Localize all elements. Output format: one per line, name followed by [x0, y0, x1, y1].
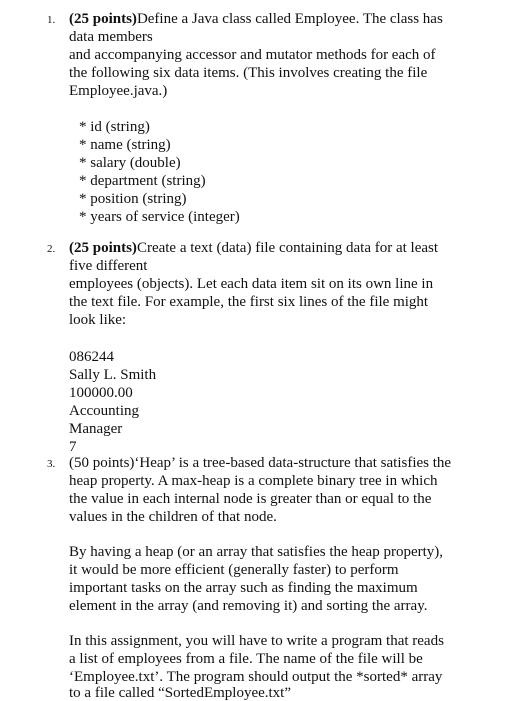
question-2-line-1-text: Create a text (data) file containing data for at least: [136, 240, 439, 256]
data-item: * department (string): [79, 173, 206, 189]
question-1-line-1: [69, 10, 443, 28]
paragraph-3-line: ‘Employee.txt’. The program should output the *sorted* array: [69, 669, 443, 685]
sample-line: Accounting: [69, 403, 139, 419]
sample-line: Sally L. Smith: [69, 367, 157, 383]
data-item: * id (string): [79, 119, 150, 135]
question-3-line-1: (50 points)‘Heap’ is a tree-based data-structure that satisfies the: [69, 455, 452, 471]
sample-line: 100000.00: [69, 385, 133, 401]
question-1-number: 1.: [47, 14, 56, 26]
question-2-line-4: the text file. For example, the first six lines of the file might: [69, 294, 429, 310]
paragraph-2-line: important tasks on the array such as finding the maximum: [69, 580, 418, 596]
question-2-line-5: look like:: [69, 312, 127, 328]
question-1-line-1-text: Define a Java class called Employee. The class has: [136, 11, 443, 27]
question-2-line-3: employees (objects). Let each data item sit on its own line in: [69, 276, 434, 292]
data-item: * years of service (integer): [79, 209, 240, 225]
paragraph-2-line: it would be more efficient (generally faster) to perform: [69, 562, 399, 578]
sample-line: 086244: [69, 349, 114, 365]
question-2-number: 2.: [47, 243, 56, 255]
paragraph-3-line: to a file called “SortedEmployee.txt”: [69, 685, 291, 701]
question-1-line-3: and accompanying accessor and mutator methods for each of: [69, 47, 436, 63]
sample-line: 7: [69, 439, 77, 455]
paragraph-3-line: a list of employees from a file. The name of the file will be: [69, 651, 423, 667]
paragraph-2-line: element in the array (and removing it) and sorting the array.: [69, 598, 428, 614]
question-2-line-1: [69, 239, 438, 257]
paragraph-2-line: By having a heap (or an array that satisfies the heap property),: [69, 544, 444, 560]
question-1-line-2: data members: [69, 29, 153, 45]
question-2-line-2: five different: [69, 258, 148, 274]
question-3-number: 3.: [47, 458, 56, 470]
question-3-line-4: values in the children of that node.: [69, 509, 277, 525]
sample-line: Manager: [69, 421, 123, 437]
data-item: * position (string): [79, 191, 187, 207]
question-1-line-5: Employee.java.): [69, 83, 168, 99]
question-1-line-4: the following six data items. (This involves creating the file: [69, 65, 428, 81]
question-1-points: (25 points): [69, 11, 137, 27]
paragraph-3-line: In this assignment, you will have to write a program that reads: [69, 633, 444, 649]
question-3-line-2: heap property. A max-heap is a complete binary tree in which: [69, 473, 438, 489]
question-2-points: (25 points): [69, 240, 137, 256]
data-item: * salary (double): [79, 155, 181, 171]
data-item: * name (string): [79, 137, 171, 153]
question-3-line-3: the value in each internal node is greater than or equal to the: [69, 491, 432, 507]
